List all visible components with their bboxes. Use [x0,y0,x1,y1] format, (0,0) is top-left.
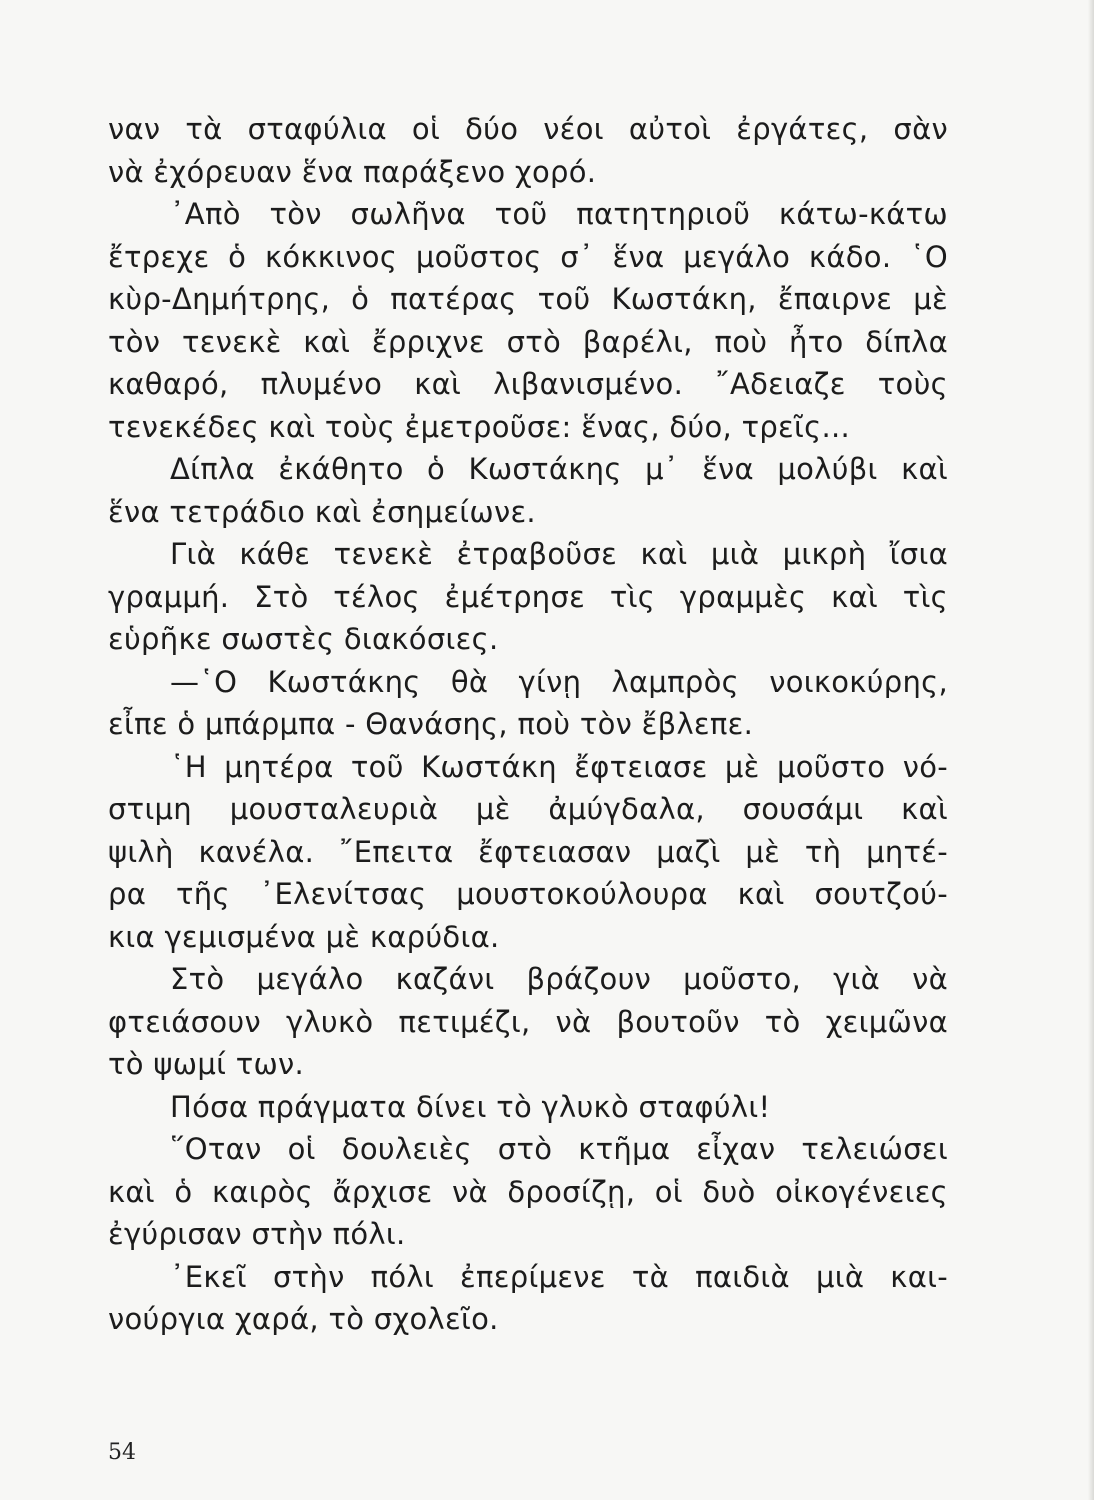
text-line: ρα τῆς ᾿Ελενίτσας μουστοκούλουρα καὶ σουτζού- [108,877,948,911]
text-line: τενεκέδες καὶ τοὺς ἐμετροῦσε: ἕνας, δύο, τρεῖς... [108,409,851,444]
text-line: ῞Οταν οἱ δουλειὲς στὸ κτῆμα εἶχαν τελειώσει [170,1132,948,1166]
text-line: τὸν τενεκὲ καὶ ἔρριχνε στὸ βαρέλι, ποὺ ἦτο δίπλα [108,324,948,359]
text-line: νὰ ἐχόρευαν ἕνα παράξενο χορό. [108,154,597,189]
text-line: καὶ ὁ καιρὸς ἄρχισε νὰ δροσίζῃ, οἱ δυὸ οἰκογένειες [108,1174,948,1209]
text-line: ῾Η μητέρα τοῦ Κωστάκη ἔφτειασε μὲ μοῦστο νό- [170,749,948,784]
text-line: στιμη μουσταλευριὰ μὲ ἀμύγδαλα, σουσάμι καὶ [108,792,948,826]
text-line: νούργια χαρά, τὸ σχολεῖο. [108,1302,499,1336]
page-edge-shadow [1088,0,1094,1500]
text-line: Γιὰ κάθε τενεκὲ ἐτραβοῦσε καὶ μιὰ μικρὴ ἴσια [170,537,948,571]
text-line: εὑρῆκε σωστὲς διακόσιες. [108,622,499,656]
text-line: ἐγύρισαν στὴν πόλι. [108,1217,406,1251]
text-line: κὺρ-Δημήτρης, ὁ πατέρας τοῦ Κωστάκη, ἔπαιρνε μὲ [108,282,948,316]
text-line: γραμμή. Στὸ τέλος ἐμέτρησε τὶς γραμμὲς καὶ τὶς [108,579,948,614]
text-line: ἔτρεχε ὁ κόκκινος μοῦστος σ᾿ ἕνα μεγάλο κάδο. ῾Ο [108,239,948,274]
text-line: Δίπλα ἐκάθητο ὁ Κωστάκης μ᾿ ἕνα μολύβι καὶ [170,452,948,486]
page-number: 54 [108,1440,136,1465]
text-line: ψιλὴ κανέλα. ῎Επειτα ἔφτειασαν μαζὶ μὲ τὴ μητέ- [108,834,948,869]
text-line: εἶπε ὁ μπάρμπα - Θανάσης, ποὺ τὸν ἔβλεπε. [108,707,754,741]
text-line: ἕνα τετράδιο καὶ ἐσημείωνε. [108,494,536,529]
text-line: ᾿Εκεῖ στὴν πόλι ἐπερίμενε τὰ παιδιὰ μιὰ και- [170,1259,948,1294]
text-line: Πόσα πράγματα δίνει τὸ γλυκὸ σταφύλι! [170,1089,771,1124]
text-line: καθαρό, πλυμένο καὶ λιβανισμένο. ῎Αδειαζε τοὺς [108,367,948,401]
text-line: Στὸ μεγάλο καζάνι βράζουν μοῦστο, γιὰ νὰ [170,962,948,996]
text-line: τὸ ψωμί των. [108,1047,305,1081]
text-line: ᾿Απὸ τὸν σωλῆνα τοῦ πατητηριοῦ κάτω-κάτω [170,197,948,231]
page-body-text [108,108,948,1341]
text-line: κια γεμισμένα μὲ καρύδια. [108,919,500,954]
text-line: —῾Ο Κωστάκης θὰ γίνῃ λαμπρὸς νοικοκύρης, [170,664,948,699]
text-line: ναν τὰ σταφύλια οἱ δύο νέοι αὐτοὶ ἐργάτες, σὰν [108,112,948,146]
text-line: φτειάσουν γλυκὸ πετιμέζι, νὰ βουτοῦν τὸ χειμῶνα [108,1004,948,1039]
